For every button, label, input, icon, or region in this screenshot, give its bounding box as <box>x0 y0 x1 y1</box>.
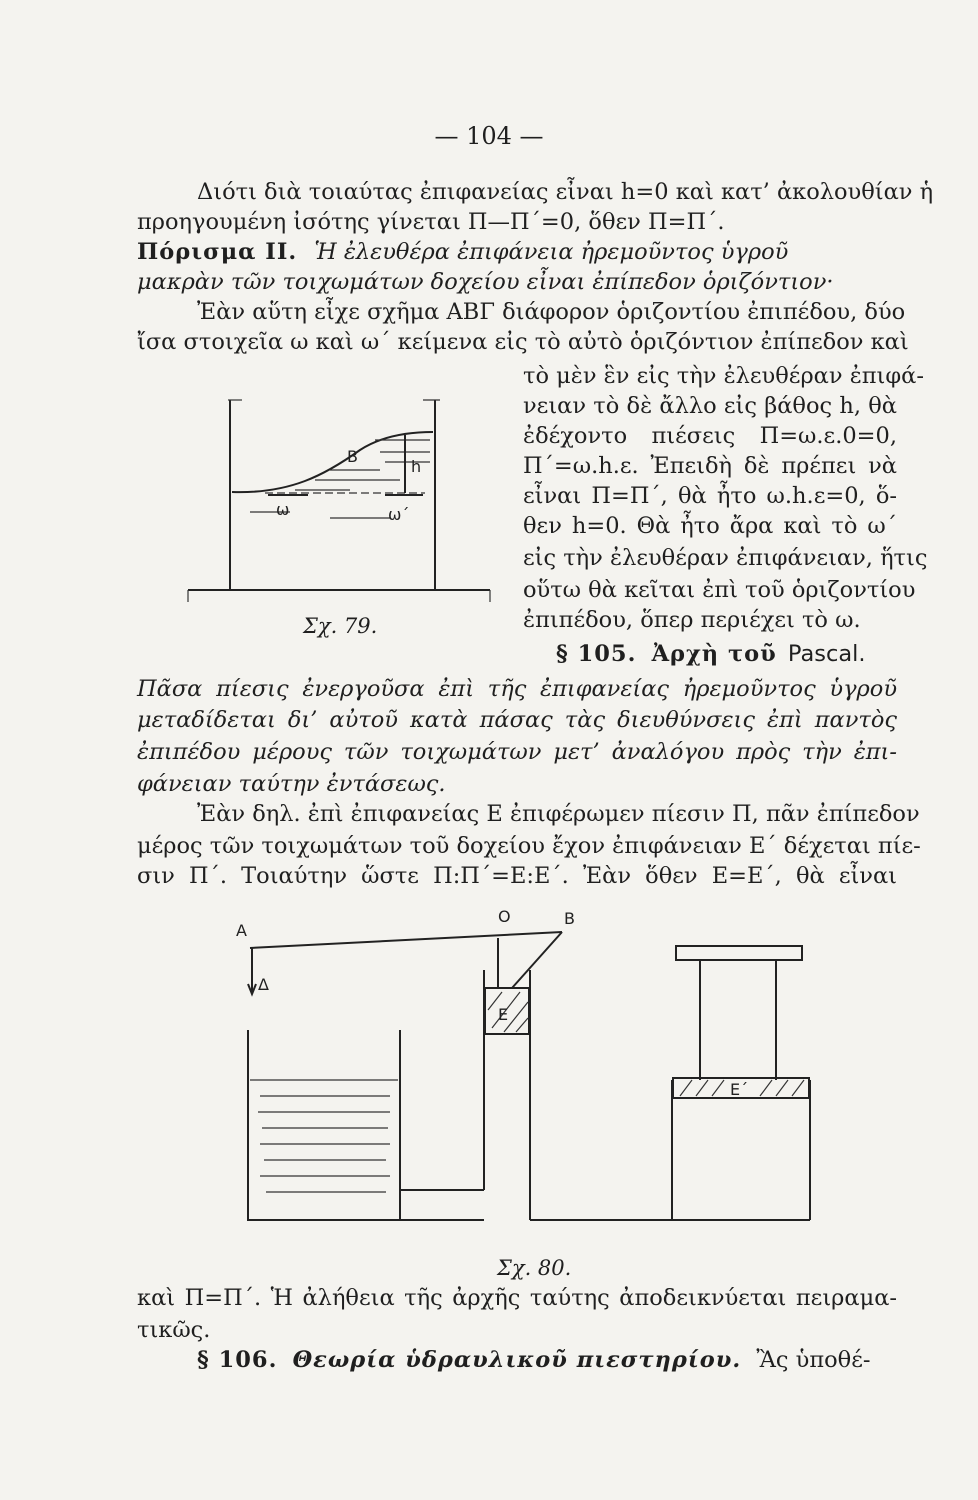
corollary-statement: Ἡ ἐλευθέρα ἐπιφάνεια ἠρεμοῦντος ὑγροῦ <box>314 239 789 265</box>
large-cylinder <box>672 1080 810 1220</box>
connecting-pipe <box>400 1170 484 1220</box>
section-106-heading <box>197 1346 897 1374</box>
section-105-heading <box>556 640 866 668</box>
section-106-title: Θεωρία ὑδραυλικοῦ πιεστηρίου. <box>292 1347 742 1373</box>
right-col-line-4: Π΄=ω.h.ε. Ἐπειδὴ δὲ πρέπει νὰ <box>523 453 897 479</box>
right-col-line-8: οὕτω θὰ κεῖται ἐπὶ τοῦ ὁριζοντίου <box>523 577 916 603</box>
right-col-line-6: θεν h=0. Θὰ ἦτο ἄρα καὶ τὸ ω΄ <box>523 513 897 539</box>
text-line-1: Διότι διὰ τοιαύτας ἐπιφανείας εἶναι h=0 καὶ κατ’ ἀκολουθίαν ἡ <box>197 179 934 205</box>
section-105-title: Ἀρχὴ τοῦ <box>651 641 777 667</box>
principle-line-1: Πᾶσα πίεσις ἐνεργοῦσα ἐπὶ τῆς ἐπιφανείας ἠρεμοῦντος ὑγροῦ <box>137 676 897 702</box>
explanation-line-2: μέρος τῶν τοιχωμάτων τοῦ δοχείου ἔχον ἐπιφάνειαν Ε΄ δέχεται πίε- <box>137 833 921 859</box>
section-105-pascal: Pascal. <box>787 641 866 667</box>
conclusion-line-2: τικῶς. <box>137 1317 211 1343</box>
text-line-4: μακρὰν τῶν τοιχωμάτων δοχείου εἶναι ἐπίπεδον ὁριζόντιον· <box>137 269 834 295</box>
explanation-line-3: σιν Π΄. Τοιαύτην ὥστε Π:Π΄=Ε:Ε΄. Ἐὰν ὅθεν Ε=Ε΄, θὰ εἶναι <box>137 863 897 889</box>
corollary-label: Πόρισμα ΙΙ. <box>137 239 298 265</box>
press-top-plate <box>676 946 802 960</box>
label-O: O <box>498 907 511 926</box>
section-105-number: § 105. <box>556 641 637 667</box>
section-106-number: § 106. <box>197 1347 278 1373</box>
label-A: A <box>236 921 247 940</box>
label-E: E <box>498 1005 509 1024</box>
label-omega-prime: ω΄ <box>388 505 410 524</box>
text-line-5: Ἐὰν αὕτη εἶχε σχῆμα ΑΒΓ διάφορον ὁριζοντίου ἐπιπέδου, δύο <box>197 299 906 325</box>
principle-line-2: μεταδίδεται δι’ αὐτοῦ κατὰ πάσας τὰς διευθύνσεις ἐπὶ παντὸς <box>137 707 897 733</box>
corollary-heading <box>137 238 897 266</box>
figure-79-caption: Σχ. 79. <box>303 614 378 638</box>
explanation-line-1: Ἐὰν δηλ. ἐπὶ ἐπιφανείας Ε ἐπιφέρωμεν πίεσιν Π, πᾶν ἐπίπεδον <box>197 801 920 827</box>
figure-80 <box>236 900 840 1240</box>
label-h: h <box>411 457 422 476</box>
label-B: B <box>347 447 358 466</box>
right-col-line-2: νειαν τὸ δὲ ἄλλο εἰς βάθος h, θὰ <box>523 393 897 419</box>
figure-79 <box>180 390 500 630</box>
text-line-6: ἴσα στοιχεῖα ω καὶ ω΄ κείμενα εἰς τὸ αὐτὸ ὁριζόντιον ἐπίπεδον καὶ <box>137 329 909 355</box>
left-tank-water <box>250 1080 398 1192</box>
right-col-line-5: εἶναι Π=Π΄, θὰ ἦτο ω.h.ε=0, ὅ- <box>523 483 897 509</box>
right-col-line-1: τὸ μὲν ἓν εἰς τὴν ἐλευθέραν ἐπιφά- <box>523 363 924 389</box>
label-Delta: Δ <box>258 975 269 994</box>
label-B: B <box>564 909 575 928</box>
label-omega: ω <box>276 500 290 519</box>
label-E-prime: E΄ <box>730 1080 749 1099</box>
conclusion-line-1: καὶ Π=Π΄. Ἡ ἀλήθεια τῆς ἀρχῆς ταύτης ἀποδεικνύεται πειραμα- <box>137 1285 897 1311</box>
lever-support <box>512 932 562 988</box>
lever-arm <box>250 932 562 948</box>
figure-80-caption: Σχ. 80. <box>497 1256 572 1280</box>
right-col-line-7: εἰς τὴν ἐλευθέραν ἐπιφάνειαν, ἥτις <box>523 545 928 571</box>
principle-line-4: φάνειαν ταύτην ἐντάσεως. <box>137 771 446 797</box>
section-106-continuation: Ἂς ὑποθέ- <box>756 1347 871 1373</box>
right-col-line-9: ἐπιπέδου, ὅπερ περιέχει τὸ ω. <box>523 607 861 633</box>
page-number: — 104 — <box>434 122 544 150</box>
principle-line-3: ἐπιπέδου μέρους τῶν τοιχωμάτων μετ’ ἀναλόγου πρὸς τὴν ἐπι- <box>137 739 897 765</box>
right-col-line-3: ἐδέχοντο πιέσεις Π=ω.ε.0=0, <box>523 423 897 449</box>
text-line-2: προηγουμένη ἰσότης γίνεται Π—Π΄=0, ὅθεν Π=Π΄. <box>137 209 725 235</box>
